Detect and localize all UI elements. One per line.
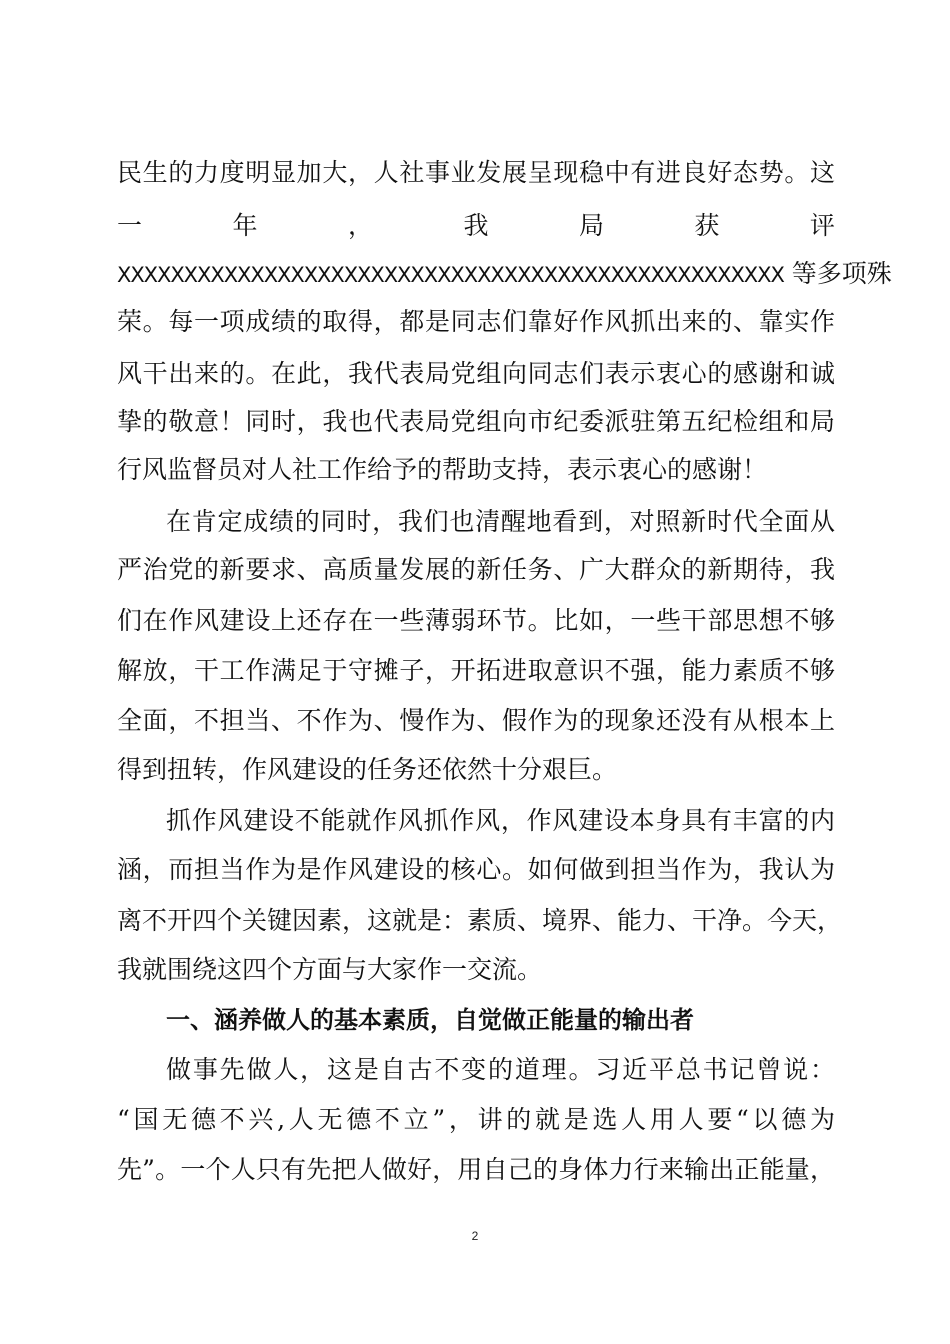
paragraph-line: 挚的敬意！同时，我也代表局党组向市纪委派驻第五纪检组和局 [117,407,835,436]
paragraph-line: 民生的力度明显加大，人社事业发展呈现稳中有进良好态势。这 [117,158,835,187]
paragraph-line: 风干出来的。在此，我代表局党组向同志们表示衷心的感谢和诚 [117,359,835,388]
paragraph-first-line: 做事先做人，这是自古不变的道理。习近平总书记曾说： [166,1055,835,1084]
paragraph-line: “国无德不兴,人无德不立”，讲的就是选人用人要“以德为 [117,1105,835,1134]
paragraph-line: 全面，不担当、不作为、慢作为、假作为的现象还没有从根本上 [117,706,835,735]
paragraph-line: 们在作风建设上还存在一些薄弱环节。比如，一些干部思想不够 [117,606,835,635]
paragraph-line: 涵，而担当作为是作风建设的核心。如何做到担当作为，我认为 [117,855,835,884]
paragraph-line: 我就围绕这四个方面与大家作一交流。 [117,955,543,984]
paragraph-first-line: 在肯定成绩的同时，我们也清醒地看到，对照新时代全面从 [166,507,835,536]
paragraph-first-line: 抓作风建设不能就作风抓作风，作风建设本身具有丰富的内 [166,806,835,835]
paragraph-line: 解放，干工作满足于守摊子，开拓进取意识不强，能力素质不够 [117,656,835,685]
paragraph-line: 行风监督员对人社工作给予的帮助支持，表示衷心的感谢！ [117,455,768,484]
page-number: 2 [471,1229,479,1243]
spread-char: 我 [463,211,489,240]
section-heading: 一、涵养做人的基本素质，自觉做正能量的输出者 [166,1006,694,1034]
spread-char: 获 [694,211,720,240]
paragraph-line: 荣。每一项成绩的取得，都是同志们靠好作风抓出来的、靠实作 [117,307,835,336]
spread-char: 一 [117,211,143,240]
award-suffix: 等多项殊 [783,259,892,288]
paragraph-line-spread [117,202,835,250]
award-placeholder: XXXXXXXXXXXXXXXXXXXXXXXXXXXXXXXXXXXXXXXXXXXXXXXXXX [117,263,784,287]
paragraph-line: 离不开四个关键因素，这就是：素质、境界、能力、干净。今天， [117,906,843,935]
spread-char: 评 [809,211,835,240]
spread-char: 年 [232,211,258,240]
award-line [117,250,892,298]
paragraph-line: 得到扭转，作风建设的任务还依然十分艰巨。 [117,755,618,784]
paragraph-line: 严治党的新要求、高质量发展的新任务、广大群众的新期待，我 [117,555,835,584]
spread-char: ， [347,211,373,240]
spread-char: 局 [578,211,604,240]
paragraph-line: 先”。一个人只有先把人做好，用自己的身体力行来输出正能量， [117,1155,835,1184]
